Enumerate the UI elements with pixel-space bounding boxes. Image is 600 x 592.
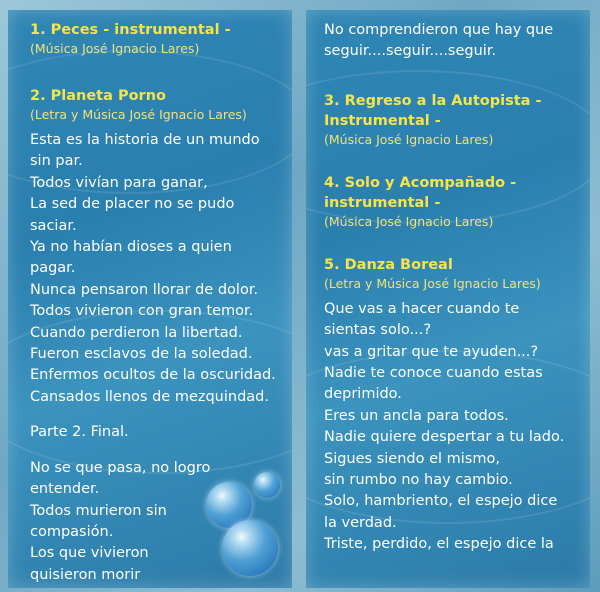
lyric-line: Fueron esclavos de la soledad. <box>30 346 253 363</box>
lyric-line: Solo, hambriento, el espejo dice <box>324 493 558 510</box>
lyric-line: No se que pasa, no logro <box>30 459 211 476</box>
right-panel <box>306 10 590 588</box>
track-4-credit: (Música José Ignacio Lares) <box>324 213 494 229</box>
track-1-credit: (Música José Ignacio Lares) <box>30 41 200 56</box>
track-2-continuation <box>324 20 584 63</box>
lyric-line: sin par. <box>30 153 83 170</box>
lyric-line: Esta es la historia de un mundo <box>30 132 260 148</box>
lyric-line: Todos vivían para ganar, <box>30 174 208 191</box>
lyric-line: seguir....seguir....seguir. <box>324 43 497 60</box>
lyric-line: Sigues siendo el mismo, <box>324 450 500 467</box>
lyric-line: vas a gritar que te ayuden...? <box>324 343 539 360</box>
track-5-lyrics <box>324 299 584 556</box>
track-4-title: 4. Solo y Acompañado - instrumental - <box>324 174 517 211</box>
lyric-line: Nunca pensaron llorar de dolor. <box>30 281 259 298</box>
lyric-line: saciar. <box>30 217 77 234</box>
lyric-line: Triste, perdido, el espejo dice la <box>324 536 554 553</box>
lyric-line: sin rumbo no hay cambio. <box>324 472 513 489</box>
track-3-credit: (Música José Ignacio Lares) <box>324 131 494 147</box>
lyric-line: la verdad. <box>324 514 397 531</box>
track-1-title: 1. Peces - instrumental - <box>30 22 231 38</box>
track-2-title: 2. Planeta Porno <box>30 88 166 104</box>
track-2-lyrics <box>30 130 286 408</box>
lyric-line: Cuando perdieron la libertad. <box>30 324 243 341</box>
lyric-line: Enfermos ocultos de la oscuridad. <box>30 367 276 384</box>
lyric-line: La sed de placer no se pudo <box>30 196 235 213</box>
lyric-line: Cansados llenos de mezquindad. <box>30 388 269 405</box>
track-3-title: 3. Regreso a la Autopista - Instrumental - <box>324 92 542 129</box>
track-5-title: 5. Danza Boreal <box>324 256 453 273</box>
lyric-line: sientas solo...? <box>324 322 432 339</box>
lyric-line: Todos murieron sin <box>30 502 167 519</box>
lyric-line: Ya no habían dioses a quien <box>30 239 232 256</box>
left-panel <box>8 10 292 588</box>
lyric-line: Nadie te conoce cuando estas <box>324 365 543 382</box>
track-5-credit: (Letra y Música José Ignacio Lares) <box>324 275 541 291</box>
water-bubble <box>222 520 278 576</box>
right-content <box>324 20 584 556</box>
lyric-line: Nadie quiere despertar a tu lado. <box>324 429 565 446</box>
lyric-line: pagar. <box>30 260 76 277</box>
water-bubble <box>254 472 280 498</box>
lyric-line: quisieron morir <box>30 566 141 583</box>
lyric-line: Parte 2. Final. <box>30 424 129 441</box>
lyric-line: No comprendieron que hay que <box>324 22 554 38</box>
lyric-line: entender. <box>30 481 100 498</box>
lyric-line: Los que vivieron <box>30 545 149 562</box>
lyric-line: Todos vivieron con gran temor. <box>30 303 254 320</box>
lyric-line: Que vas a hacer cuando te <box>324 300 520 317</box>
track-2-credit: (Letra y Música José Ignacio Lares) <box>30 107 247 122</box>
lyric-line: compasión. <box>30 523 114 540</box>
part-2-heading <box>30 422 286 443</box>
lyric-line: Eres un ancla para todos. <box>324 407 509 424</box>
lyric-line: deprimido. <box>324 386 402 403</box>
